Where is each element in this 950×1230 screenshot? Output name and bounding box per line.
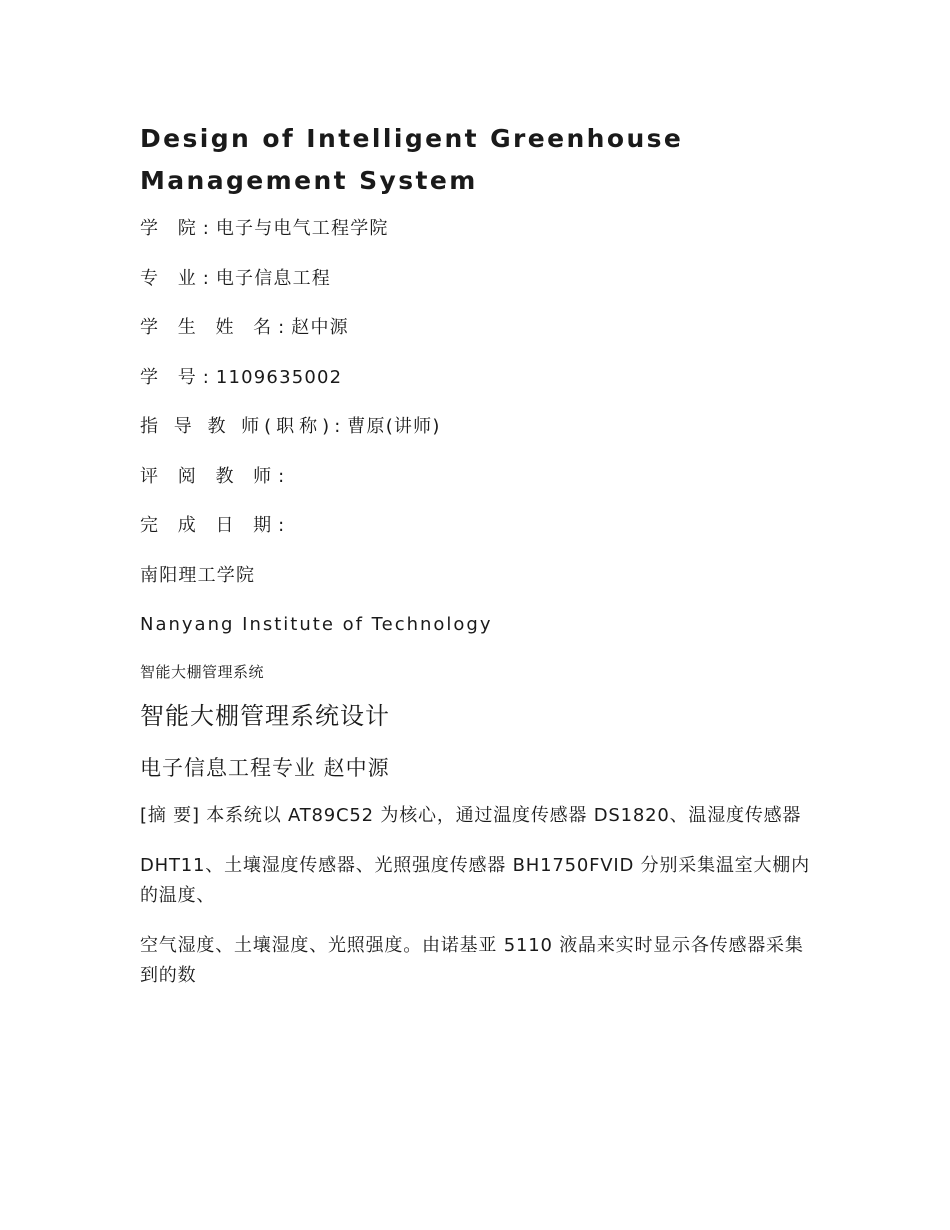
running-header: 智能大棚管理系统: [140, 662, 265, 681]
field-label: 学 生 姓 名: [140, 317, 279, 338]
field-separator: :: [202, 267, 210, 289]
field-value: 赵中源: [291, 317, 349, 338]
title-page-content: [140, 118, 820, 1011]
field-label: 完 成 日 期: [140, 515, 279, 536]
field-separator: :: [278, 317, 286, 338]
field-completion-date: [140, 513, 820, 539]
field-separator: :: [278, 465, 286, 487]
abstract-paragraph: 空气湿度、土壤湿度、光照强度。由诺基亚 5110 液晶来实时显示各传感器采集到的数: [140, 934, 804, 986]
field-separator: :: [334, 416, 342, 437]
english-title: Design of Intelligent Greenhouse Management System: [140, 124, 684, 195]
author-line: 电子信息工程专业 赵中源: [140, 755, 390, 780]
institution-en: Nanyang Institute of Technology: [140, 613, 493, 635]
field-student-name: [140, 315, 820, 341]
field-label: 指 导 教 师(职称): [140, 416, 335, 437]
field-value: 电子与电气工程学院: [215, 218, 389, 239]
field-value: 1109635002: [215, 366, 343, 388]
field-student-id: [140, 365, 820, 391]
field-separator: :: [202, 218, 210, 239]
institution-cn: 南阳理工学院: [140, 564, 256, 586]
field-reviewer: [140, 464, 820, 490]
field-college: [140, 216, 820, 242]
field-label: 评 阅 教 师: [140, 465, 279, 487]
field-separator: :: [278, 515, 286, 536]
field-label: 专 业: [140, 267, 203, 289]
field-value: 电子信息工程: [215, 267, 332, 289]
field-major: [140, 266, 820, 292]
field-separator: :: [202, 366, 210, 388]
abstract-paragraph: [摘 要] 本系统以 AT89C52 为核心，通过温度传感器 DS1820、温湿度传感器: [140, 804, 802, 826]
field-label: 学 院: [140, 218, 203, 239]
abstract-paragraph: DHT11、土壤湿度传感器、光照强度传感器 BH1750FVID 分别采集温室大棚内的温度、: [140, 854, 810, 906]
field-label: 学 号: [140, 366, 203, 388]
chinese-title: 智能大棚管理系统设计: [140, 701, 390, 730]
field-value: 曹原(讲师): [347, 416, 441, 437]
field-advisor: [140, 414, 820, 440]
